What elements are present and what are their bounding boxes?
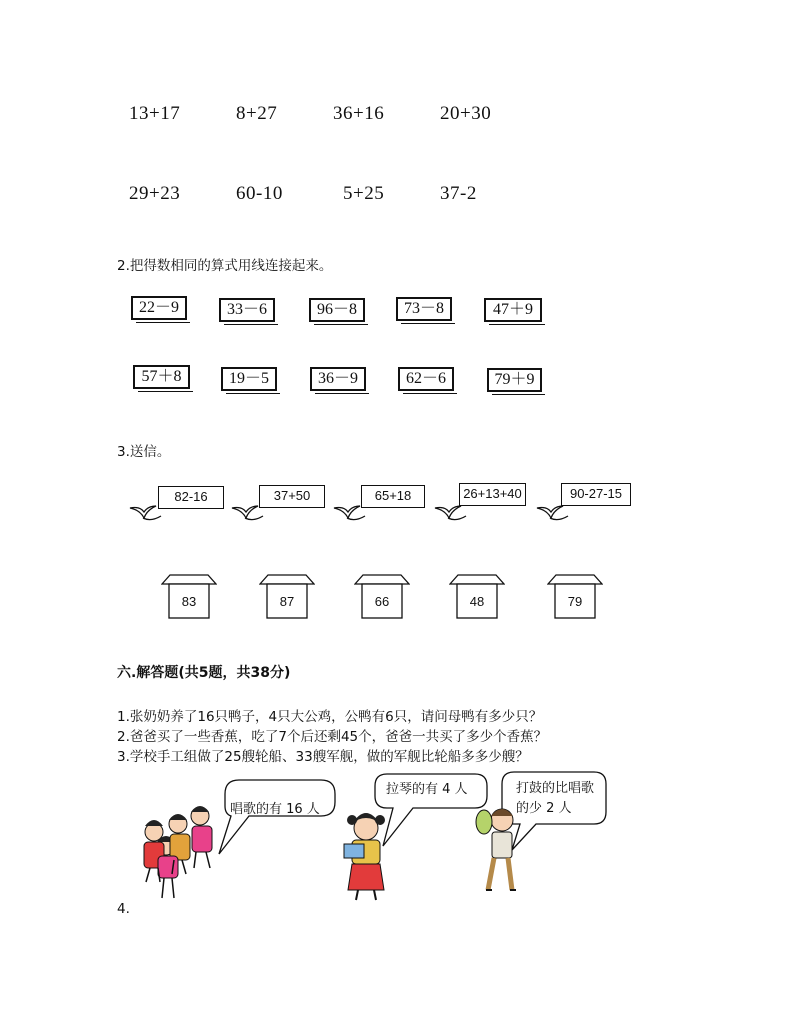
bird-icon	[334, 506, 365, 520]
letter-3[interactable]: 65+18	[361, 485, 425, 508]
bird-icon	[232, 506, 263, 520]
house-3[interactable]	[354, 574, 410, 620]
match-box-bottom-5[interactable]: 79＋9	[487, 368, 542, 392]
bubble-violin-text: 拉琴的有 4 人	[386, 782, 468, 797]
match-box-top-1[interactable]: 22－9	[131, 296, 187, 320]
bubble-drum-text-line1: 打鼓的比唱歌	[516, 781, 595, 796]
violin-girl-figure	[344, 813, 385, 900]
exercise-8: 37-2	[440, 183, 477, 204]
letter-1[interactable]: 82-16	[158, 486, 224, 509]
exercise-4: 20+30	[440, 103, 492, 124]
match-box-top-4[interactable]: 73－8	[396, 297, 452, 321]
bird-icon	[130, 506, 161, 520]
problem-3: 3.学校手工组做了25艘轮船、33艘军舰，做的军舰比轮船多多少艘？	[117, 749, 529, 765]
match-box-bottom-1[interactable]: 57＋8	[133, 365, 190, 389]
exercise-7: 5+25	[343, 183, 385, 204]
problem-2: 2.爸爸买了一些香蕉，吃了7个后还剩45个，爸爸一共买了多少个香蕉？	[117, 729, 548, 745]
match-box-top-5[interactable]: 47＋9	[484, 298, 542, 322]
q2-title: 2.把得数相同的算式用线连接起来。	[117, 258, 333, 274]
match-box-top-3[interactable]: 96－8	[309, 298, 365, 322]
letter-2[interactable]: 37+50	[259, 485, 325, 508]
problem-1: 1.张奶奶养了16只鸭子，4只大公鸡，公鸭有6只，请问母鸭有多少只？	[117, 709, 543, 725]
house-1[interactable]	[161, 574, 217, 620]
bubble-drum-text-line2: 的少 2 人	[516, 801, 572, 816]
house-number: 79	[567, 594, 583, 609]
exercise-1: 13+17	[129, 103, 181, 124]
exercise-2: 8+27	[236, 103, 278, 124]
house-number: 66	[374, 594, 390, 609]
house-number: 83	[181, 594, 197, 609]
exercise-6: 60-10	[236, 183, 283, 204]
section-heading: 六.解答题(共5题，共38分)	[117, 665, 291, 681]
match-box-bottom-2[interactable]: 19－5	[221, 367, 277, 391]
letter-5[interactable]: 90-27-15	[561, 483, 631, 506]
q3-title: 3.送信。	[117, 444, 171, 460]
bird-icon	[435, 506, 466, 520]
house-number: 48	[469, 594, 485, 609]
house-4[interactable]	[449, 574, 505, 620]
exercise-3: 36+16	[333, 103, 385, 124]
match-box-bottom-3[interactable]: 36－9	[310, 367, 366, 391]
house-2[interactable]	[259, 574, 315, 620]
letter-4[interactable]: 26+13+40	[459, 483, 526, 506]
exercise-5: 29+23	[129, 183, 181, 204]
singing-children-figure	[144, 806, 212, 898]
drum-boy-figure	[476, 809, 516, 890]
bird-icon	[537, 506, 568, 520]
match-box-top-2[interactable]: 33－6	[219, 298, 275, 322]
house-5[interactable]	[547, 574, 603, 620]
problem-4-label: 4.	[117, 901, 130, 917]
bubble-sing-text: 唱歌的有 16 人	[230, 802, 320, 817]
house-number: 87	[279, 594, 295, 609]
match-box-bottom-4[interactable]: 62－6	[398, 367, 454, 391]
